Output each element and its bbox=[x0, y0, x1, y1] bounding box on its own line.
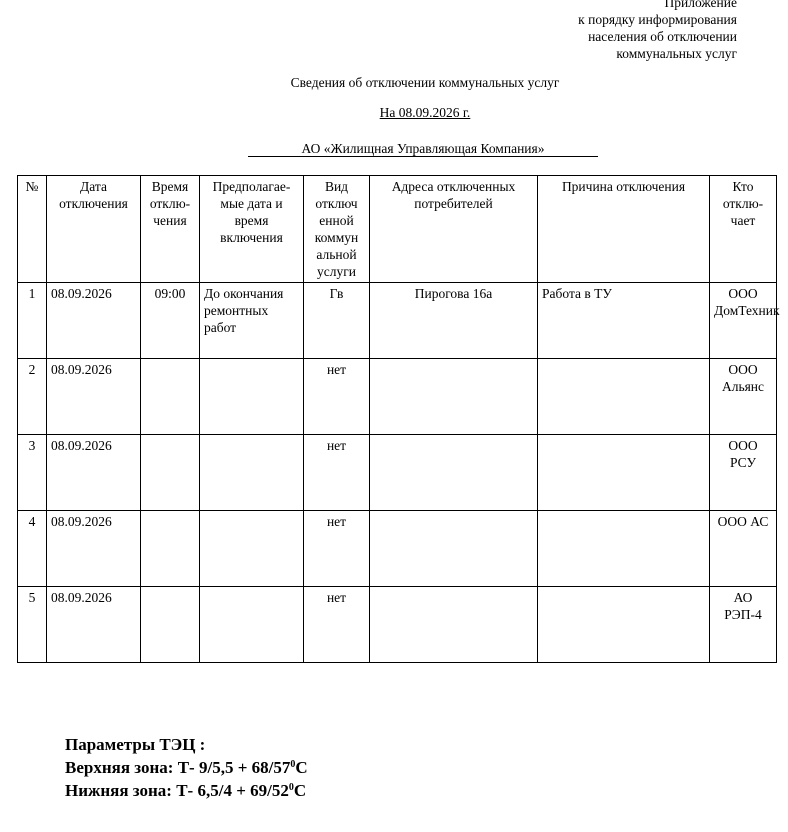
header-address: Адреса отключенных потребителей bbox=[370, 176, 538, 283]
chp-parameters bbox=[65, 733, 308, 802]
table-row bbox=[18, 283, 777, 359]
cell-time bbox=[141, 435, 200, 511]
cell-reason bbox=[538, 359, 710, 435]
cell-address bbox=[370, 359, 538, 435]
header-restore: Предполагае-мые дата и время включения bbox=[200, 176, 304, 283]
parameters-heading: Параметры ТЭЦ : bbox=[65, 735, 206, 754]
cell-restore bbox=[200, 511, 304, 587]
cell-service: Гв bbox=[304, 283, 370, 359]
cell-date: 08.09.2026 bbox=[47, 587, 141, 663]
cell-number: 4 bbox=[18, 511, 47, 587]
cell-restore bbox=[200, 359, 304, 435]
appendix-line: Приложение bbox=[664, 0, 737, 10]
upper-zone-line bbox=[65, 756, 308, 779]
cell-reason bbox=[538, 435, 710, 511]
degree-mark: 0 bbox=[288, 782, 294, 793]
report-date bbox=[0, 105, 788, 121]
lower-zone-text: Нижняя зона: Т- 6,5/4 + 69/52 bbox=[65, 781, 289, 800]
cell-service: нет bbox=[304, 587, 370, 663]
cell-restore: До окончания ремонтных работ bbox=[200, 283, 304, 359]
report-date-text: На 08.09.2026 г. bbox=[379, 105, 471, 120]
cell-time bbox=[141, 511, 200, 587]
cell-date: 08.09.2026 bbox=[47, 283, 141, 359]
header-number: № bbox=[18, 176, 47, 283]
cell-address bbox=[370, 435, 538, 511]
cell-who: ООО АС bbox=[710, 511, 777, 587]
cell-number: 3 bbox=[18, 435, 47, 511]
cell-who: ООО ДомТехник bbox=[710, 283, 777, 359]
header-who: Кто отклю-чает bbox=[710, 176, 777, 283]
cell-address: Пирогова 16а bbox=[370, 283, 538, 359]
table-row bbox=[18, 511, 777, 587]
table-row bbox=[18, 587, 777, 663]
document-title: Сведения об отключении коммунальных услуг bbox=[290, 75, 560, 90]
table-row bbox=[18, 435, 777, 511]
unit-text: С bbox=[295, 758, 308, 777]
table-header-row bbox=[18, 176, 777, 283]
header-time: Время отклю-чения bbox=[141, 176, 200, 283]
cell-date: 08.09.2026 bbox=[47, 359, 141, 435]
upper-zone-text: Верхняя зона: Т- 9/5,5 + 68/57 bbox=[65, 758, 291, 777]
degree-mark: 0 bbox=[290, 759, 296, 770]
appendix-line: коммунальных услуг bbox=[616, 46, 737, 61]
cell-service: нет bbox=[304, 435, 370, 511]
cell-reason bbox=[538, 511, 710, 587]
appendix-line: населения об отключении bbox=[588, 29, 737, 44]
unit-text: С bbox=[293, 781, 307, 800]
cell-who: ООО РСУ bbox=[710, 435, 777, 511]
cell-number: 1 bbox=[18, 283, 47, 359]
lower-zone-line bbox=[65, 779, 308, 802]
appendix-line: к порядку информирования bbox=[578, 12, 737, 27]
cell-who: АО РЭП-4 bbox=[710, 587, 777, 663]
cell-who: ООО Альянс bbox=[710, 359, 777, 435]
table-row bbox=[18, 359, 777, 435]
cell-service: нет bbox=[304, 359, 370, 435]
cell-service: нет bbox=[304, 511, 370, 587]
cell-restore bbox=[200, 435, 304, 511]
cell-address bbox=[370, 511, 538, 587]
header-service: Вид отключ енной коммун альной услуги bbox=[304, 176, 370, 283]
cell-date: 08.09.2026 bbox=[47, 511, 141, 587]
appendix-note bbox=[397, 0, 737, 62]
cell-time: 09:00 bbox=[141, 283, 200, 359]
cell-date: 08.09.2026 bbox=[47, 435, 141, 511]
cell-time bbox=[141, 359, 200, 435]
cell-reason bbox=[538, 587, 710, 663]
cell-address bbox=[370, 587, 538, 663]
cell-time bbox=[141, 587, 200, 663]
cell-restore bbox=[200, 587, 304, 663]
cell-number: 2 bbox=[18, 359, 47, 435]
header-reason: Причина отключения bbox=[538, 176, 710, 283]
header-date: Дата отключения bbox=[47, 176, 141, 283]
cell-number: 5 bbox=[18, 587, 47, 663]
cell-reason: Работа в ТУ bbox=[538, 283, 710, 359]
company-name: АО «Жилищная Управляющая Компания» bbox=[248, 141, 598, 157]
outage-table bbox=[17, 175, 780, 663]
